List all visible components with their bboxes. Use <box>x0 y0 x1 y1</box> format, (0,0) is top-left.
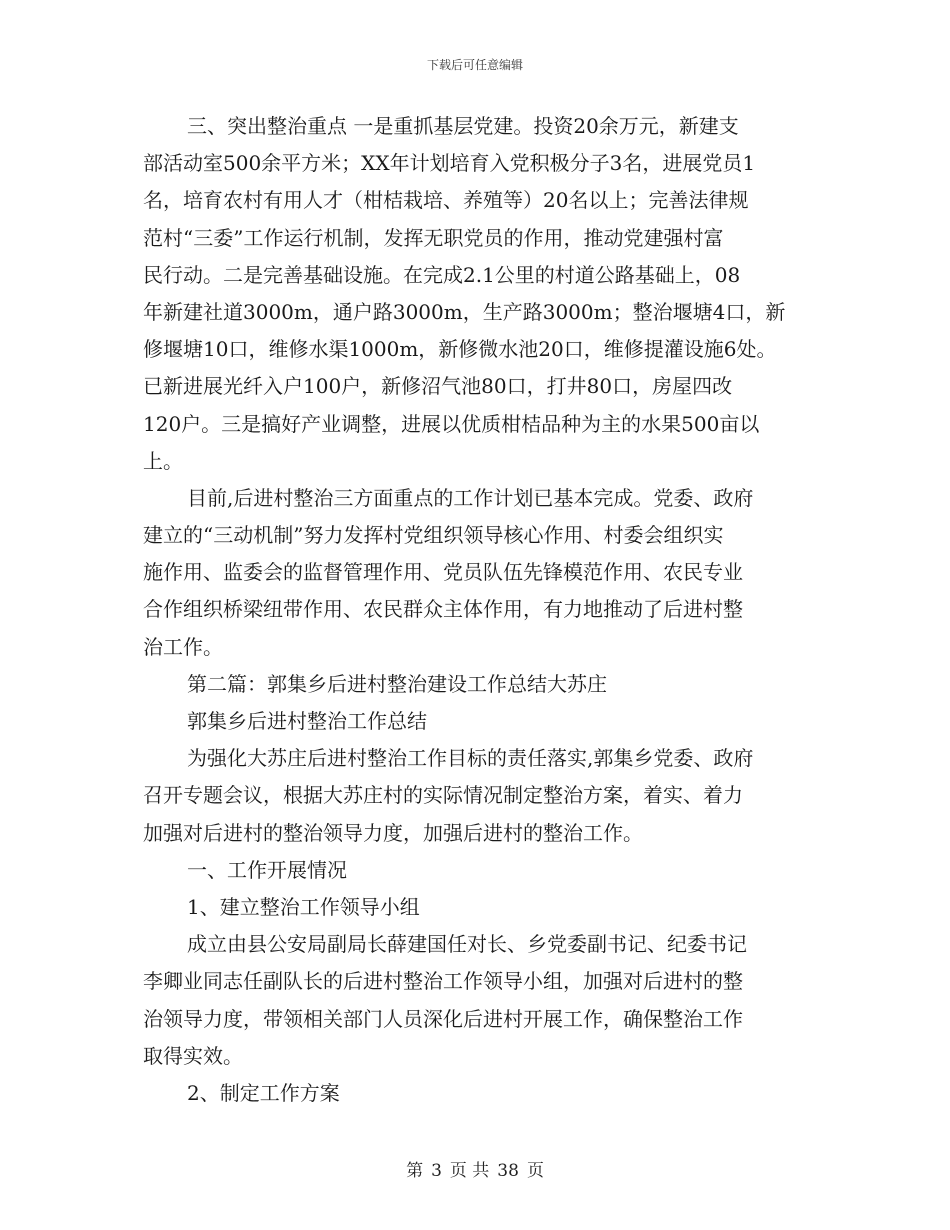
text-line: 120户。三是搞好产业调整，进展以优质柑桔品种为主的水果500亩以 <box>143 411 760 436</box>
text-line: 加强对后进村的整治领导力度，加强后进村的整治工作。 <box>143 820 643 845</box>
text-line: 召开专题会议，根据大苏庄村的实际情况制定整治方案，着实、着力 <box>143 783 743 808</box>
footer-suffix: 页 <box>526 1161 544 1181</box>
text-line: 上。 <box>143 448 183 473</box>
footer-middle: 页 共 <box>449 1161 490 1181</box>
text-line: 治工作。 <box>143 634 223 659</box>
current-page-number: 3 <box>431 1161 442 1181</box>
text-line: 已新进展光纤入户100户，新修沼气池80口，打井80口，房屋四改 <box>143 374 733 399</box>
text-line: 一、工作开展情况 <box>187 857 347 882</box>
text-line: 名，培育农村有用人才（柑桔栽培、养殖等）20名以上；完善法律规 <box>143 188 749 213</box>
text-line: 合作组织桥梁纽带作用、农民群众主体作用，有力地推动了后进村整 <box>143 597 743 622</box>
page-footer <box>0 1156 950 1181</box>
text-line: 治领导力度，带领相关部门人员深化后进村开展工作，确保整治工作 <box>143 1006 743 1031</box>
text-line: 民行动。二是完善基础设施。在完成2.1公里的村道公路基础上，08 <box>143 262 741 287</box>
text-line: 建立的“三动机制”努力发挥村党组织领导核心作用、村委会组织实 <box>143 523 724 548</box>
total-page-count: 38 <box>497 1161 519 1181</box>
footer-prefix: 第 <box>406 1161 424 1181</box>
text-line: 为强化大苏庄后进村整治工作目标的责任落实,郭集乡党委、政府 <box>187 746 754 771</box>
text-line: 第二篇：郭集乡后进村整治建设工作总结大苏庄 <box>187 671 607 696</box>
text-line: 三、突出整治重点 一是重抓基层党建。投资20余万元，新建支 <box>187 114 739 138</box>
text-line: 李卿业同志任副队长的后进村整治工作领导小组，加强对后进村的整 <box>143 969 743 994</box>
text-line: 修堰塘10口，维修水渠1000m，新修微水池20口，维修提灌设施6处。 <box>143 337 777 362</box>
text-line: 年新建社道3000m，通户路3000m，生产路3000m；整治堰塘4口，新 <box>143 299 786 324</box>
text-line: 1、建立整治工作领导小组 <box>187 894 420 919</box>
document-body <box>143 108 813 1112</box>
text-line: 部活动室500余平方米；XX年计划培育入党积极分子3名，进展党员1 <box>143 151 756 176</box>
text-line: 目前,后进村整治三方面重点的工作计划已基本完成。党委、政府 <box>187 485 754 510</box>
text-line: 成立由县公安局副局长薛建国任对长、乡党委副书记、纪委书记 <box>187 932 747 957</box>
text-line: 郭集乡后进村整治工作总结 <box>187 709 427 733</box>
page-header: 下载后可任意编辑 <box>426 58 523 72</box>
text-line: 施作用、监委会的监督管理作用、党员队伍先锋模范作用、农民专业 <box>143 560 743 585</box>
text-line: 范村“三委”工作运行机制，发挥无职党员的作用，推动党建强村富 <box>143 225 724 250</box>
text-line: 取得实效。 <box>143 1043 243 1068</box>
text-line: 2、制定工作方案 <box>187 1080 340 1105</box>
